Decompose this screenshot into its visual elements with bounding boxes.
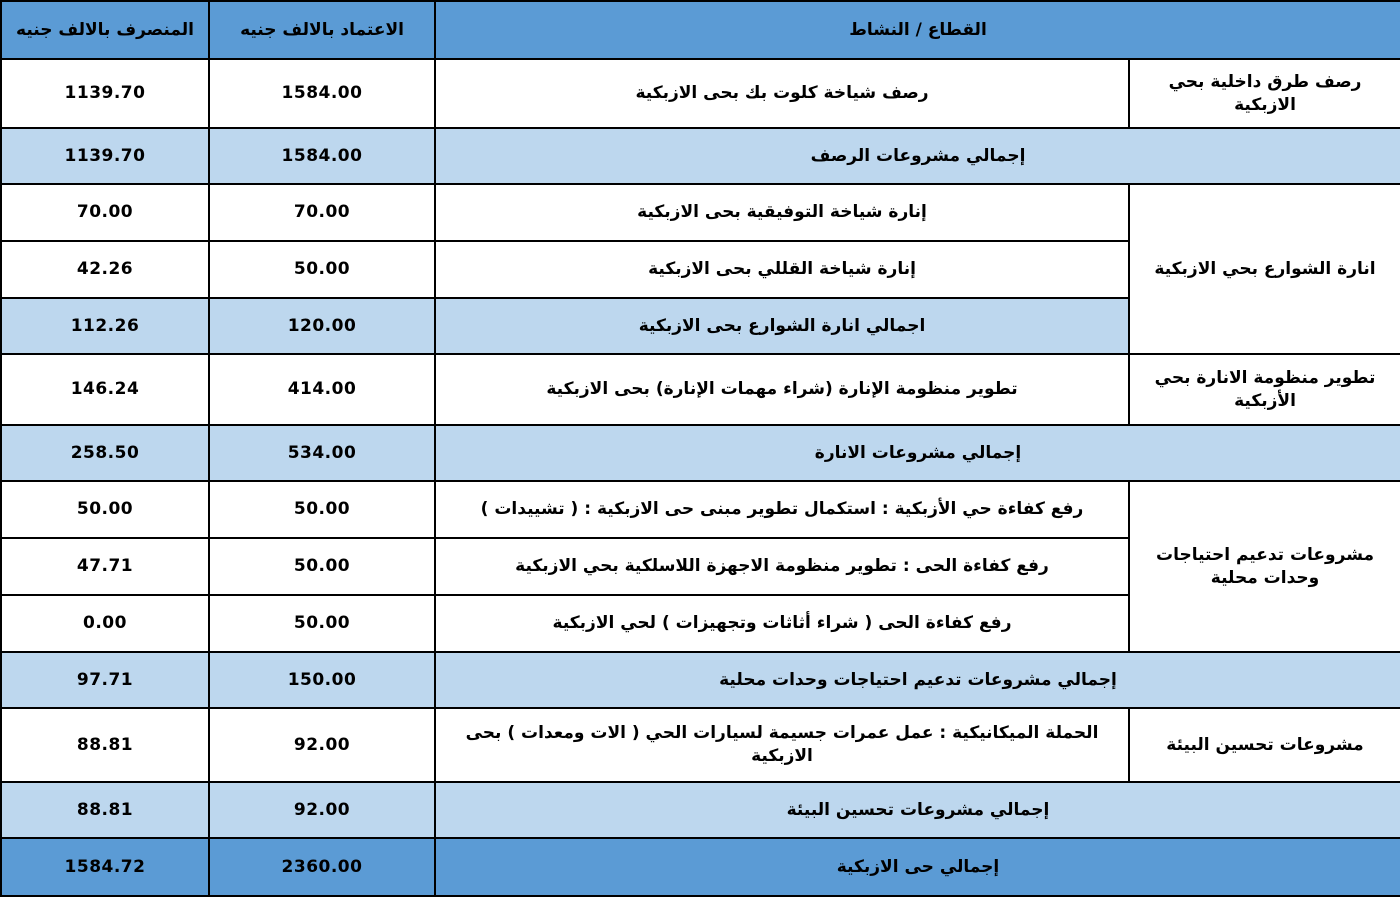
grand-total-spent: 1584.72 (1, 838, 209, 896)
table-row (1, 59, 1400, 128)
header-approved: الاعتماد بالالف جنيه (209, 1, 435, 59)
subtotal-spent: 88.81 (1, 782, 209, 838)
subtotal-spent: 1139.70 (1, 128, 209, 184)
subtotal-spent: 258.50 (1, 425, 209, 481)
activity-cell: تطوير منظومة الإنارة (شراء مهمات الإنارة) بحى الازبكية (435, 354, 1129, 425)
grand-total-label: إجمالي حى الازبكية (435, 838, 1400, 896)
table-row (1, 481, 1400, 538)
spent-cell: 0.00 (1, 595, 209, 652)
subtotal-approved: 534.00 (209, 425, 435, 481)
subtotal-label: إجمالي مشروعات تدعيم احتياجات وحدات محلية (435, 652, 1400, 708)
subtotal-spent: 97.71 (1, 652, 209, 708)
activity-cell: رصف شياخة كلوت بك بحى الازبكية (435, 59, 1129, 128)
subtotal-label: إجمالي مشروعات الانارة (435, 425, 1400, 481)
subtotal-approved: 150.00 (209, 652, 435, 708)
spent-cell: 146.24 (1, 354, 209, 425)
subtotal-row-local-units (1, 652, 1400, 708)
sector-cell-environment: مشروعات تحسين البيئة (1129, 708, 1400, 782)
activity-cell: الحملة الميكانيكية : عمل عمرات جسيمة لسيارات الحي ( الات ومعدات ) بحى الازبكية (435, 708, 1129, 782)
spent-cell: 1139.70 (1, 59, 209, 128)
subtotal-row-paving (1, 128, 1400, 184)
subtotal-label: إجمالي مشروعات الرصف (435, 128, 1400, 184)
activity-cell: إنارة شياخة التوفيقية بحى الازبكية (435, 184, 1129, 241)
subtotal-approved: 1584.00 (209, 128, 435, 184)
spent-cell: 42.26 (1, 241, 209, 298)
activity-cell: رفع كفاءة حي الأزبكية : استكمال تطوير مبنى حى الازبكية : ( تشييدات ) (435, 481, 1129, 538)
approved-cell: 50.00 (209, 481, 435, 538)
approved-cell: 70.00 (209, 184, 435, 241)
spent-cell: 50.00 (1, 481, 209, 538)
subtotal-approved: 92.00 (209, 782, 435, 838)
approved-cell: 92.00 (209, 708, 435, 782)
spent-cell: 70.00 (1, 184, 209, 241)
spent-cell: 47.71 (1, 538, 209, 595)
grand-total-row (1, 838, 1400, 896)
sector-cell-local-units: مشروعات تدعيم احتياجات وحدات محلية (1129, 481, 1400, 652)
subtotal-row-lighting (1, 425, 1400, 481)
approved-cell: 50.00 (209, 241, 435, 298)
table-header-row (1, 1, 1400, 59)
spent-cell: 88.81 (1, 708, 209, 782)
sector-cell-lighting-system: تطوير منظومة الانارة بحي الأزبكية (1129, 354, 1400, 425)
subtotal-spent: 112.26 (1, 298, 209, 354)
approved-cell: 1584.00 (209, 59, 435, 128)
subtotal-row-environment (1, 782, 1400, 838)
subtotal-approved: 120.00 (209, 298, 435, 354)
approved-cell: 414.00 (209, 354, 435, 425)
table-row (1, 354, 1400, 425)
table-row (1, 184, 1400, 241)
header-spent: المنصرف بالالف جنيه (1, 1, 209, 59)
approved-cell: 50.00 (209, 538, 435, 595)
approved-cell: 50.00 (209, 595, 435, 652)
table-row (1, 708, 1400, 782)
grand-total-approved: 2360.00 (209, 838, 435, 896)
subtotal-label: اجمالي انارة الشوارع بحى الازبكية (435, 298, 1129, 354)
sector-cell-street-lighting: انارة الشوارع بحي الازبكية (1129, 184, 1400, 354)
sector-cell-paving: رصف طرق داخلية بحي الازبكية (1129, 59, 1400, 128)
activity-cell: إنارة شياخة القللي بحى الازبكية (435, 241, 1129, 298)
activity-cell: رفع كفاءة الحى : تطوير منظومة الاجهزة اللاسلكية بحي الازبكية (435, 538, 1129, 595)
header-sector-activity: القطاع / النشاط (435, 1, 1400, 59)
subtotal-label: إجمالي مشروعات تحسين البيئة (435, 782, 1400, 838)
activity-cell: رفع كفاءة الحى ( شراء أثاثات وتجهيزات ) لحي الازبكية (435, 595, 1129, 652)
